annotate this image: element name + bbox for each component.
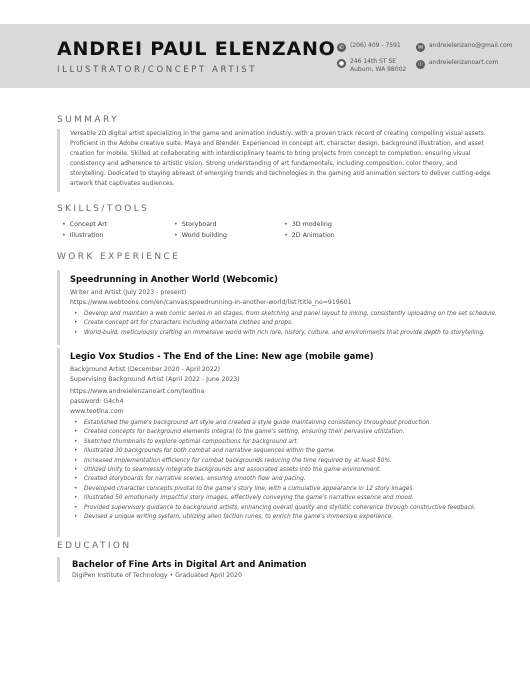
email-link[interactable]: andreielenzano@gmail.com	[429, 42, 513, 49]
summary-line: creation for mobile. Skilled at collaborating with interdisciplinary teams to bring projects from concept to completion, ensuring visual	[70, 150, 471, 157]
job-role: Writer and Artist (July 2023 - present)	[70, 289, 187, 296]
degree-title: Bachelor of Fine Arts in Digital Art and Animation	[72, 559, 307, 569]
experience-heading: WORK EXPERIENCE	[57, 252, 181, 262]
skill-item: • 3D modeling	[284, 220, 332, 230]
bullet-item: • Provided supervisory guidance to background artists, enhancing overall quality and stylistic coherence through constructive feedback.	[74, 504, 476, 513]
bullet-item: • Established the game's background art style and created a style guide maintaining consistency throughout production.	[74, 419, 476, 428]
candidate-title: ILLUSTRATOR/CONCEPT ARTIST	[57, 65, 258, 75]
bullet-item: • Increased implementation efficiency for combat backgrounds reducing the time required by at least 50%.	[74, 457, 476, 466]
phone-text: (206) 409 - 7591	[350, 42, 401, 49]
contact-email[interactable]	[416, 42, 513, 52]
bullet-item: • Create concept art for characters including alternate clothes and props.	[74, 319, 497, 328]
portfolio-link[interactable]: https://www.andreielenzanoart.com/teotlna	[70, 388, 205, 395]
job-accent-bar	[57, 348, 60, 537]
job-bullets	[74, 419, 476, 522]
header-band	[0, 24, 530, 88]
job-title: Legio Vox Studios - The End of the Line: New age (mobile game)	[70, 351, 374, 361]
phone-icon: ✆	[338, 44, 345, 51]
skill-item: • World building	[174, 231, 227, 241]
bullet-item: • Created concepts for background elements integral to the game's setting, ensuring their pervasive utilization.	[74, 428, 476, 437]
job-role: Supervising Background Artist (April 2022 - June 2023)	[70, 376, 240, 383]
bullet-item: • Sketched thumbnails to explore optimal compositions for background art.	[74, 438, 476, 447]
education-heading: EDUCATION	[57, 541, 132, 551]
summary-line: Proficient in the Adobe creative suite, Maya and Blender. Experienced in concept art, character design, background illustration, and asset	[70, 140, 484, 147]
job-title: Speedrunning in Another World (Webcomic)	[70, 274, 278, 284]
contact-address	[337, 58, 406, 74]
summary-line: storytelling. Dedicated to staying abreast of emerging trends and technologies in the gaming and animation sectors to deliver cutting-edge	[70, 170, 491, 177]
email-icon: ✉	[417, 44, 424, 51]
globe-icon: ☉	[417, 61, 424, 68]
skill-item: • Concept Art	[62, 220, 107, 230]
bullet-item: • Created storyboards for narrative scenes, ensuring smooth flow and pacing.	[74, 475, 476, 484]
portfolio-password: password: G4ch4	[70, 398, 124, 405]
job-role: Background Artist (December 2020 - April 2022)	[70, 366, 221, 373]
game-website-link[interactable]: www.teotlna.com	[70, 408, 124, 415]
summary-accent-bar	[57, 129, 60, 192]
education-accent-bar	[57, 557, 60, 582]
bullet-item: • Illustrated 30 backgrounds for both combat and narrative sequences within the game.	[74, 447, 476, 456]
summary-heading: SUMMARY	[57, 115, 119, 125]
skill-item: • Storyboard	[174, 220, 217, 230]
bullet-item: • World-build, meticulously crafting an immersive world with rich lore, history, culture, and environments that provide depth to storytelling.	[74, 329, 497, 338]
bullet-item: • Devised a unique writing system, utilizing alien faction runes, to enrich the game's immersive experience.	[74, 513, 476, 522]
bullet-item: • Develop and maintain a web comic series in all stages, from sketching and panel layout to inking, consistently uploading on the set schedule.	[74, 310, 497, 319]
bullet-item: • Developed character concepts pivotal to the game's story line, with a cumulative appearance in 12 story images.	[74, 485, 476, 494]
bullet-item: • Utilized Unity to seamlessly integrate backgrounds and associated assets into the game environment.	[74, 466, 476, 475]
contact-website[interactable]	[416, 59, 498, 69]
bullet-item: • Illustrated 50 emotionally impactful story images, effectively conveying the game's narrative essence and mood.	[74, 494, 476, 503]
address-line1: 246 14th ST SE	[350, 58, 397, 65]
location-pin-icon: ●	[338, 60, 345, 67]
school-info: DigiPen Institute of Technology • Graduated April 2020	[72, 572, 242, 579]
contact-phone	[337, 42, 401, 52]
skill-item: • Illustration	[62, 231, 103, 241]
summary-line: consistency and adherence to artistic vision. Strong understanding of art fundamentals, including composition, color theory, and	[70, 160, 458, 167]
skills-heading: SKILLS/TOOLS	[57, 204, 150, 214]
candidate-name: ANDREI PAUL ELENZANO	[57, 38, 336, 60]
job-accent-bar	[57, 270, 60, 345]
skill-item: • 2D Animation	[284, 231, 335, 241]
summary-text	[70, 129, 494, 189]
website-link[interactable]: andreielenzanoart.com	[429, 59, 499, 66]
summary-line: Versatile 2D digital artist specializing in the game and animation industry, with a proven track record of creating compelling visual assets.	[70, 130, 486, 137]
address-line2: Auburn, WA 98002	[350, 66, 407, 73]
summary-line: artwork that captivates audiences.	[70, 180, 175, 187]
skills-list	[62, 220, 462, 242]
job-bullets	[74, 310, 497, 338]
job-link[interactable]: https://www.webtoons.com/en/canvas/speedrunning-in-another-world/list?title_no=919601	[70, 299, 352, 306]
